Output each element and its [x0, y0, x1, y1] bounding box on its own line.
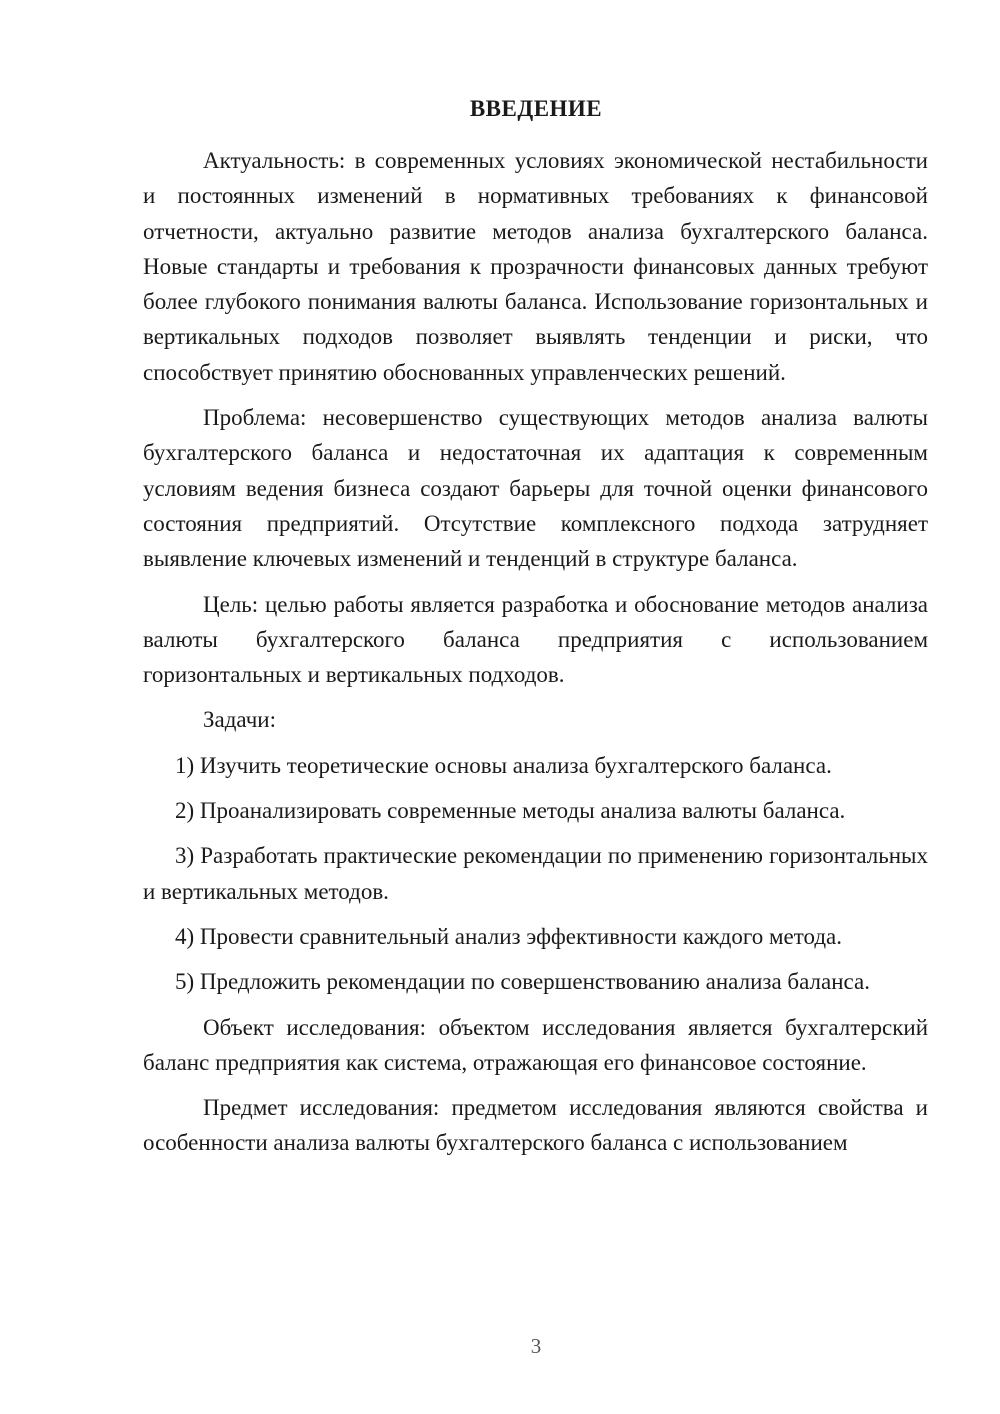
- paragraph-object: Объект исследования: объектом исследования является бухгалтерский баланс предприятия как система, отражающая его финансовое состояние.: [143, 1014, 928, 1075]
- paragraph-subject: Предмет исследования: предметом исследования являются свойства и особенности анализа валюты бухгалтерского баланса с использованием: [143, 1095, 928, 1156]
- document-body: [143, 143, 928, 1171]
- task-item-5: 5) Предложить рекомендации по совершенствованию анализа баланса.: [175, 969, 870, 995]
- task-item-3: 3) Разработать практические рекомендации по применению горизонтальных и вертикальных методов.: [143, 843, 928, 904]
- paragraph-tasks-heading: Задачи:: [203, 707, 276, 733]
- paragraph-goal: Цель: целью работы является разработка и обоснование методов анализа валюты бухгалтерского баланса предприятия с использованием горизонтальных и вертикальных подходов.: [143, 591, 928, 688]
- task-item-4: 4) Провести сравнительный анализ эффективности каждого метода.: [175, 923, 842, 949]
- paragraph-relevance: Актуальность: в современных условиях экономической нестабильности и постоянных изменений в нормативных требованиях к финансовой отчетности, актуально развитие методов анализа бухгалтерского баланса. Новые стандарты и требования к прозрачности финансовых данных требуют более глубокого понимания валюты баланса. Использование горизонтальных и вертикальных подходов позволяет выявлять тенденции и риски, что способствует принятию обоснованных управленческих решений.: [143, 148, 928, 385]
- page-title: ВВЕДЕНИЕ: [469, 96, 603, 121]
- task-item-1: 1) Изучить теоретические основы анализа бухгалтерского баланса.: [175, 752, 832, 778]
- paragraph-problem: Проблема: несовершенство существующих методов анализа валюты бухгалтерского баланса и недостаточная их адаптация к современным условиям ведения бизнеса создают барьеры для точной оценки финансового состояния предприятий. Отсутствие комплексного подхода затрудняет выявление ключевых изменений и тенденций в структуре баланса.: [143, 405, 928, 572]
- task-item-2: 2) Проанализировать современные методы анализа валюты баланса.: [175, 798, 846, 824]
- page-number: 3: [530, 1334, 542, 1358]
